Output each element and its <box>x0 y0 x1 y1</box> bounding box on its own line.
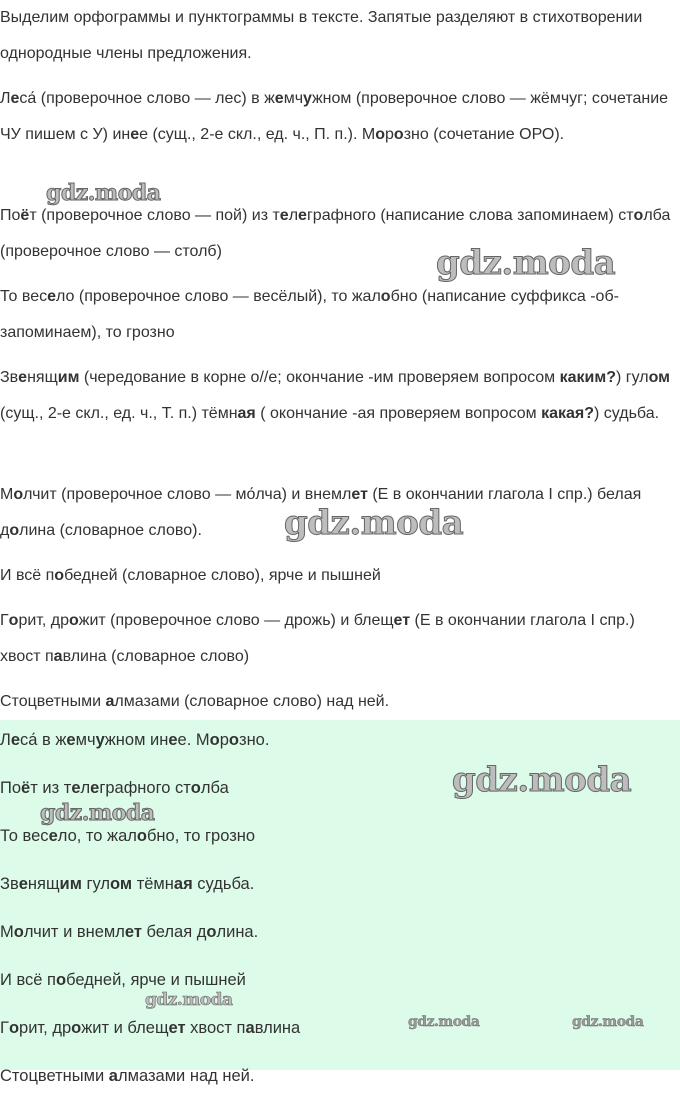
highlighted-letter: ая <box>173 875 193 893</box>
text-run: Зв <box>0 369 19 386</box>
text-run: лмазами над ней. <box>117 1067 255 1085</box>
text-run: рит, др <box>18 612 69 629</box>
text-run: рит, др <box>19 1019 72 1037</box>
text-run: ло, то жал <box>57 827 137 845</box>
explanation-paragraph <box>0 360 676 432</box>
text-run: жит (проверочное слово — дрожь) и блещ <box>78 612 394 629</box>
text-run: нящ <box>27 875 60 893</box>
highlighted-letter: о <box>206 923 217 941</box>
text-run: жном ин <box>104 731 169 749</box>
text-run: (сущ., 2-е скл., ед. ч., Т. п.) тёмн <box>0 405 238 422</box>
highlighted-letter: е <box>47 288 56 305</box>
text-run: бедней, ярче и пышней <box>66 971 246 989</box>
text-run: р <box>385 126 394 143</box>
highlighted-letter: е <box>71 779 81 797</box>
final-text-line <box>0 968 246 992</box>
text-run: р <box>219 731 229 749</box>
final-text-box <box>0 720 680 1085</box>
highlighted-letter: а <box>108 1067 118 1085</box>
text-run: ( окончание -ая проверяем вопросом <box>255 405 542 422</box>
watermark: gdz.moda <box>408 1014 480 1030</box>
text-run: т (проверочное слово — пой) из т <box>29 207 280 224</box>
text-run: (Е в окончании глагола I спр.) белая д <box>0 486 642 539</box>
highlighted-letter: а <box>245 1019 255 1037</box>
highlighted-letter: ом <box>648 369 670 386</box>
final-text-line <box>0 1016 300 1040</box>
highlighted-letter: о <box>71 1019 82 1037</box>
explanation-paragraph <box>0 558 676 594</box>
text-run: (чередование в корне о//е; окончание -им проверяем вопросом <box>79 369 560 386</box>
text-run: Л <box>0 90 11 107</box>
text-run: лмазами (словарное слово) над ней. <box>114 693 390 710</box>
highlighted-letter: о <box>55 971 67 989</box>
highlighted-letter: ет <box>393 612 411 629</box>
text-run: мч <box>75 731 96 749</box>
highlighted-letter: им <box>57 369 80 386</box>
highlighted-letter: о <box>8 1019 20 1037</box>
text-run: нящ <box>27 369 58 386</box>
final-text-line <box>0 728 269 752</box>
text-run: белая д <box>141 923 207 941</box>
text-run: То вес <box>0 827 49 845</box>
explanation-paragraph <box>0 81 676 153</box>
text-run: И всё п <box>0 567 55 584</box>
highlighted-letter: о <box>13 923 24 941</box>
final-text-line <box>0 872 254 896</box>
explanation-paragraph <box>0 198 676 270</box>
highlighted-letter: каким? <box>559 369 616 386</box>
text-run: Г <box>0 1019 9 1037</box>
text-run: По <box>0 207 21 224</box>
text-run: ло (проверочное слово — весёлый), то жал <box>56 288 381 305</box>
highlighted-letter: о <box>136 827 147 845</box>
text-run: графного (написание слова запоминаем) ст <box>306 207 634 224</box>
text-run: (Е в окончании глагола I спр.) хвост п <box>0 612 635 665</box>
watermark: gdz.moda <box>40 800 155 826</box>
highlighted-letter: е <box>18 875 28 893</box>
text-run: тёмн <box>132 875 174 893</box>
highlighted-letter: ё <box>20 207 30 224</box>
text-run: лина (словарное слово). <box>19 522 202 539</box>
highlighted-letter: о <box>13 486 24 503</box>
highlighted-letter: ё <box>21 779 31 797</box>
highlighted-letter: какая? <box>541 405 595 422</box>
text-run: лба <box>200 779 229 797</box>
highlighted-letter: о <box>228 731 239 749</box>
highlighted-letter: ая <box>237 405 256 422</box>
highlighted-letter: у <box>95 731 105 749</box>
text-run: е. М <box>177 731 210 749</box>
highlighted-letter: о <box>380 288 391 305</box>
highlighted-letter: о <box>9 522 20 539</box>
highlighted-letter: а <box>105 693 115 710</box>
text-run: М <box>0 923 14 941</box>
highlighted-letter: е <box>66 731 76 749</box>
highlighted-letter: е <box>298 207 307 224</box>
highlighted-letter: е <box>274 90 284 107</box>
highlighted-letter: ет <box>351 486 368 503</box>
highlighted-letter: о <box>54 567 65 584</box>
text-run: л <box>80 779 91 797</box>
highlighted-letter: ет <box>168 1019 186 1037</box>
text-run: судьба. <box>192 875 255 893</box>
text-run: ) судьба. <box>594 405 660 422</box>
text-run: е (сущ., 2-е скл., ед. ч., П. п.). М <box>139 126 376 143</box>
text-run: л <box>288 207 299 224</box>
text-run: Выделим орфограммы и пунктограммы в тексте. Запятые разделяют в стихотворении однородные члены предложения. <box>0 9 643 62</box>
highlighted-letter: ом <box>110 875 133 893</box>
watermark: gdz.moda <box>572 1014 644 1030</box>
watermark: gdz.moda <box>452 760 632 800</box>
text-run: мч <box>283 90 304 107</box>
explanation-paragraph <box>0 684 676 720</box>
highlighted-letter: е <box>10 731 21 749</box>
text-run: жном (проверочное слово — жёмчуг; сочетание ЧУ пишем с У) ин <box>0 90 669 143</box>
text-run: По <box>0 779 22 797</box>
text-run: хвост п <box>185 1019 246 1037</box>
text-run: графного ст <box>99 779 191 797</box>
highlighted-letter: о <box>633 207 644 224</box>
final-text-line <box>0 776 229 800</box>
text-run: Зв <box>0 875 19 893</box>
text-run: са́ в ж <box>20 731 67 749</box>
highlighted-letter: им <box>59 875 82 893</box>
highlighted-letter: е <box>130 126 140 143</box>
text-run: т из т <box>30 779 72 797</box>
text-run: жит и блещ <box>81 1019 169 1037</box>
highlighted-letter: а <box>53 648 63 665</box>
text-run: То вес <box>0 288 48 305</box>
highlighted-letter: е <box>90 779 100 797</box>
text-run: Стоцветными <box>0 693 106 710</box>
text-run: И всё п <box>0 971 56 989</box>
highlighted-letter: о <box>209 731 220 749</box>
highlighted-letter: е <box>10 90 20 107</box>
text-run: бно (написание суффикса -об- запоминаем), то грозно <box>0 288 619 341</box>
text-run: бно, то грозно <box>146 827 256 845</box>
highlighted-letter: о <box>190 779 201 797</box>
text-run: М <box>0 486 14 503</box>
highlighted-letter: е <box>18 369 28 386</box>
text-run: Г <box>0 612 9 629</box>
highlighted-letter: о <box>8 612 19 629</box>
text-run: лчит (проверочное слово — мо́лча) и внемл <box>23 486 352 503</box>
watermark: gdz.moda <box>284 503 464 543</box>
text-run: зно (сочетание ОРО). <box>403 126 565 143</box>
text-run: Л <box>0 731 11 749</box>
explanation-paragraph <box>0 477 676 549</box>
text-run: бедней (словарное слово), ярче и пышней <box>64 567 381 584</box>
final-text-line <box>0 920 258 944</box>
highlighted-letter: о <box>393 126 404 143</box>
watermark: gdz.moda <box>436 243 616 283</box>
text-run: гул <box>81 875 111 893</box>
text-run: лина. <box>216 923 259 941</box>
highlighted-letter: е <box>168 731 178 749</box>
explanation-paragraph <box>0 279 676 351</box>
final-text-line <box>0 824 255 848</box>
watermark: gdz.moda <box>46 180 161 206</box>
text-run: влина (словарное слово) <box>62 648 250 665</box>
final-text-line <box>0 1064 254 1088</box>
text-run: Стоцветными <box>0 1067 109 1085</box>
text-run: лба (проверочное слово — столб) <box>0 207 671 260</box>
text-run: са́ (проверочное слово — лес) в ж <box>19 90 275 107</box>
text-run: влина <box>254 1019 301 1037</box>
highlighted-letter: ет <box>124 923 142 941</box>
text-run: лчит и внемл <box>23 923 125 941</box>
highlighted-letter: у <box>303 90 312 107</box>
intro-paragraph <box>0 0 676 72</box>
explanation-paragraph <box>0 603 676 675</box>
highlighted-letter: о <box>375 126 385 143</box>
highlighted-letter: о <box>68 612 79 629</box>
text-run: зно. <box>239 731 270 749</box>
highlighted-letter: е <box>279 207 289 224</box>
highlighted-letter: е <box>48 827 58 845</box>
text-run: ) гул <box>615 369 649 386</box>
watermark: gdz.moda <box>145 990 233 1010</box>
